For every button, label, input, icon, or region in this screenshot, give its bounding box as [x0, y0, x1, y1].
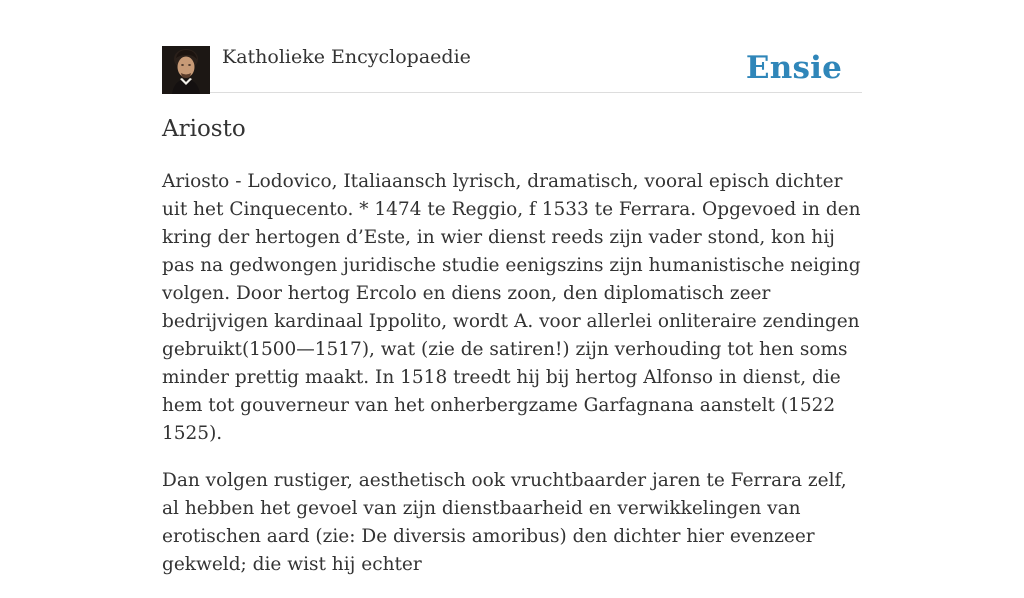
brand-logo[interactable]: Ensie	[745, 50, 842, 86]
portrait-avatar-icon[interactable]	[162, 46, 210, 94]
article-body	[162, 168, 862, 598]
site-name[interactable]: Katholieke Encyclopaedie	[222, 46, 471, 68]
site-header	[162, 40, 862, 93]
article-paragraph: Ariosto - Lodovico, Italiaansch lyrisch, dramatisch, vooral episch dichter uit het Cinquecento. * 1474 te Reggio, f 1533 te Ferrara. Opgevoed in den kring der hertogen d’Este, in wier dienst reeds zijn vader stond, kon hij pas na gedwongen juridische studie eenigszins zijn humanistische neiging volgen. Door hertog Ercolo en diens zoon, den diplomatisch zeer bedrijvigen kardinaal Ippolito, wordt A. voor allerlei onliteraire zendingen gebruikt(1500—1517), wat (zie de satiren!) zijn verhouding tot hen soms minder prettig maakt. In 1518 treedt hij bij hertog Alfonso in dienst, die hem tot gouverneur van het onherbergzame Garfagnana aanstelt (1522 1525).	[162, 171, 861, 444]
page	[162, 0, 862, 575]
article-paragraph: Dan volgen rustiger, aesthetisch ook vruchtbaarder jaren te Ferrara zelf, al hebben het gevoel van zijn dienstbaarheid en verwikkelingen van erotischen aard (zie: De diversis amoribus) den dichter hier evenzeer gekweld; die wist hij echter	[162, 470, 847, 575]
page-title: Ariosto	[162, 116, 246, 142]
